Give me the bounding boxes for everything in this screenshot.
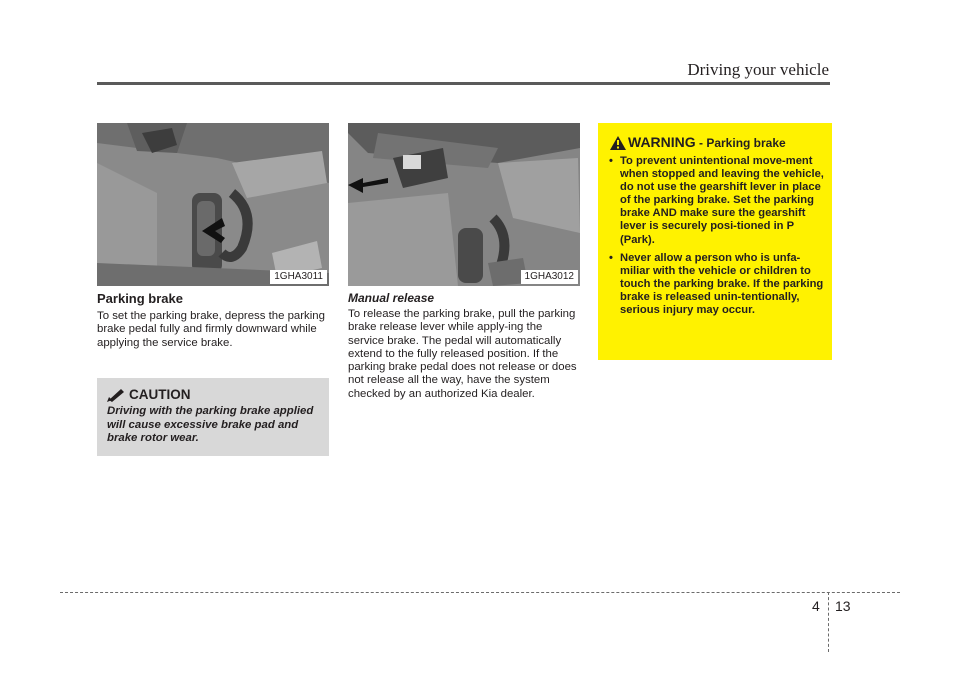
warning-item: • To prevent unintentional move-ment when stopped and leaving the vehicle, do not use the gearshift lever in place of the parking brake. Set the parking brake AND make sure the gearshift lever is securely posi-tioned in P (Park). bbox=[608, 155, 826, 247]
manual-release-heading: Manual release bbox=[348, 291, 435, 305]
warning-header bbox=[628, 134, 786, 152]
release-lever-illustration bbox=[348, 123, 580, 286]
warning-subtitle: - Parking brake bbox=[695, 136, 786, 150]
parking-brake-pedal-illustration bbox=[97, 123, 329, 286]
header-rule bbox=[97, 82, 830, 85]
page-header-title: Driving your vehicle bbox=[687, 60, 829, 79]
footer-divider bbox=[828, 592, 829, 652]
figure-caption: 1GHA3011 bbox=[270, 270, 327, 284]
manual-release-body: To release the parking brake, pull the parking brake release lever while apply-ing the service brake. The pedal will automatically extend to the fully released position. If the parking brake pedal does not release or does not release all the way, have the system checked by an authorized Kia dealer. bbox=[348, 308, 577, 400]
footer-rule bbox=[60, 592, 900, 593]
figure-caption: 1GHA3012 bbox=[521, 270, 578, 284]
caution-box bbox=[97, 378, 329, 456]
parking-brake-body: To set the parking brake, depress the parking brake pedal fully and firmly downward while applying the service brake. bbox=[97, 310, 325, 349]
pencil-caution-icon bbox=[107, 388, 125, 402]
warning-list bbox=[608, 155, 826, 322]
warning-box bbox=[598, 123, 832, 360]
warning-title: WARNING bbox=[628, 134, 696, 150]
caution-text: Driving with the parking brake applied will cause excessive brake pad and brake rotor wear. bbox=[107, 405, 314, 444]
page-number: 13 bbox=[835, 598, 851, 614]
caution-title: CAUTION bbox=[129, 387, 191, 402]
warning-triangle-icon bbox=[610, 136, 626, 150]
figure-parking-brake-pedal bbox=[97, 123, 329, 286]
warning-item: • Never allow a person who is unfa-miliar with the vehicle or children to touch the parking brake. If the parking brake is released unin-tentionally, serious injury may occur. bbox=[608, 252, 826, 317]
section-heading: Parking brake bbox=[97, 291, 183, 306]
figure-release-lever bbox=[348, 123, 580, 286]
chapter-number: 4 bbox=[812, 598, 820, 614]
